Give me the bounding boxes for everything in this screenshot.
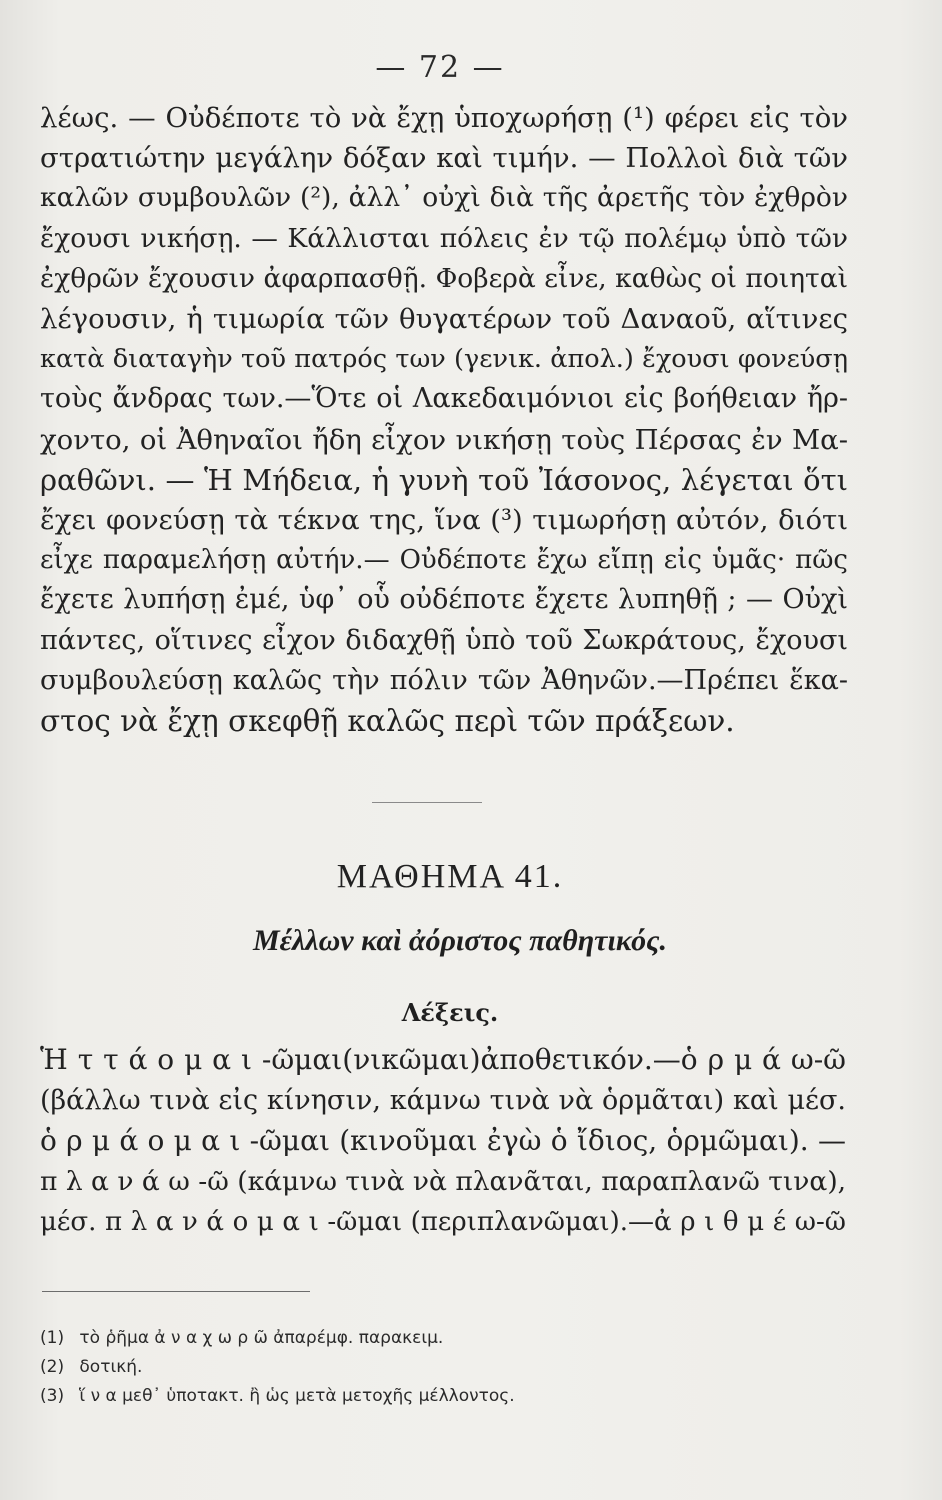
text-line: χοντο, οἱ Ἀθηναῖοι ἤδη εἶχον νικήσῃ τοὺς Πέρσας ἐν Μα- — [40, 423, 848, 456]
vocab-line: π λ α ν ά ω -ῶ (κάμνω τινὰ νὰ πλανᾶται, παραπλανῶ τινα), — [40, 1165, 847, 1197]
footnote-divider — [42, 1291, 310, 1292]
text-line: ἔχετε λυπήσῃ ἐμέ, ὑφ᾿ οὗ οὐδέποτε ἔχετε λυπηθῇ ; — Οὐχὶ — [40, 584, 848, 616]
footnote-text: ἵ ν α μεθ᾿ ὑποτακτ. ἢ ὡς μετὰ μετοχῆς μέλλοντος. — [79, 1386, 515, 1406]
footnote — [40, 1353, 860, 1382]
text-line: συμβουλεύσῃ καλῶς τὴν πόλιν τῶν Ἀθηνῶν.—Πρέπει ἕκα- — [40, 664, 848, 696]
vocab-line: (βάλλω τινὰ εἰς κίνησιν, κάμνω τινὰ νὰ ὁρμᾶται) καὶ μέσ. — [40, 1084, 846, 1116]
vocabulary-heading: Λέξεις. — [401, 998, 499, 1027]
footnote-number: (3) — [40, 1386, 65, 1406]
footnotes — [40, 1324, 860, 1411]
footnote-number: (2) — [40, 1357, 65, 1377]
footnote — [40, 1382, 860, 1411]
vocabulary-paragraph — [40, 1040, 846, 1243]
footnote — [40, 1324, 860, 1353]
text-line: λέως. — Οὐδέποτε τὸ νὰ ἔχῃ ὑποχωρήσῃ (¹) φέρει εἰς τὸν — [40, 102, 848, 134]
text-line: ραθῶνι. — Ἡ Μήδεια, ἡ γυνὴ τοῦ Ἰάσονος, λέγεται ὅτι — [40, 462, 848, 497]
text-line: καλῶν συμβουλῶν (²), ἀλλ᾿ οὐχὶ διὰ τῆς ἀρετῆς τὸν ἐχθρὸν — [40, 182, 848, 214]
text-line: στρατιώτην μεγάλην δόξαν καὶ τιμήν. — Πολλοὶ διὰ τῶν — [40, 142, 848, 175]
vocab-line: ὁ ρ μ ά ο μ α ι -ῶμαι (κινοῦμαι ἐγὼ ὁ ἴδιος, ὁρμῶμαι). — — [40, 1124, 846, 1157]
lesson-subtitle: Μέλλων καὶ ἀόριστος παθητικός. — [252, 924, 668, 957]
text-line: ἔχουσι νικήσῃ. — Κάλλισται πόλεις ἐν τῷ πολέμῳ ὑπὸ τῶν — [40, 222, 848, 254]
footnote-text: τὸ ῥῆμα ἀ ν α χ ω ρ ῶ ἀπαρέμφ. παρακειμ. — [79, 1328, 444, 1348]
text-line: εἶχε παραμελήσῃ αὐτήν.— Οὐδέποτε ἔχω εἴπῃ εἰς ὑμᾶς· πῶς — [40, 545, 848, 576]
footnote-text: δοτική. — [79, 1357, 143, 1377]
lesson-title: ΜΑΘΗΜΑ 41. — [336, 858, 564, 895]
page-number: — 72 — — [375, 50, 505, 85]
text-line: ἐχθρῶν ἔχουσιν ἀφαρπασθῇ. Φοβερὰ εἶνε, καθὼς οἱ ποιηταὶ — [40, 262, 848, 294]
vocab-line: Ἡ τ τ ά ο μ α ι -ῶμαι(νικῶμαι)ἀποθετικόν.—ὁ ρ μ ά ω-ῶ — [40, 1043, 846, 1076]
text-line: τοὺς ἄνδρας των.—Ὅτε οἱ Λακεδαιμόνιοι εἰς βοήθειαν ἤρ- — [40, 383, 848, 415]
text-line: στος νὰ ἔχῃ σκεφθῇ καλῶς περὶ τῶν πράξεων. — [40, 704, 735, 739]
exercise-paragraph — [40, 98, 848, 741]
text-line: ἔχει φονεύσῃ τὰ τέκνα της, ἵνα (³) τιμωρήσῃ αὐτόν, διότι — [40, 504, 848, 537]
section-divider — [372, 802, 482, 803]
text-line: πάντες, οἵτινες εἶχον διδαχθῇ ὑπὸ τοῦ Σωκράτους, ἔχουσι — [40, 624, 848, 656]
text-line: κατὰ διαταγὴν τοῦ πατρός των (γενικ. ἀπολ.) ἔχουσι φονεύσῃ — [40, 344, 848, 375]
footnote-number: (1) — [40, 1328, 65, 1348]
vocab-line: μέσ. π λ α ν ά ο μ α ι -ῶμαι (περιπλανῶμαι).—ἀ ρ ι θ μ έ ω-ῶ — [40, 1207, 846, 1237]
text-line: λέγουσιν, ἡ τιμωρία τῶν θυγατέρων τοῦ Δαναοῦ, αἵτινες — [40, 303, 848, 336]
